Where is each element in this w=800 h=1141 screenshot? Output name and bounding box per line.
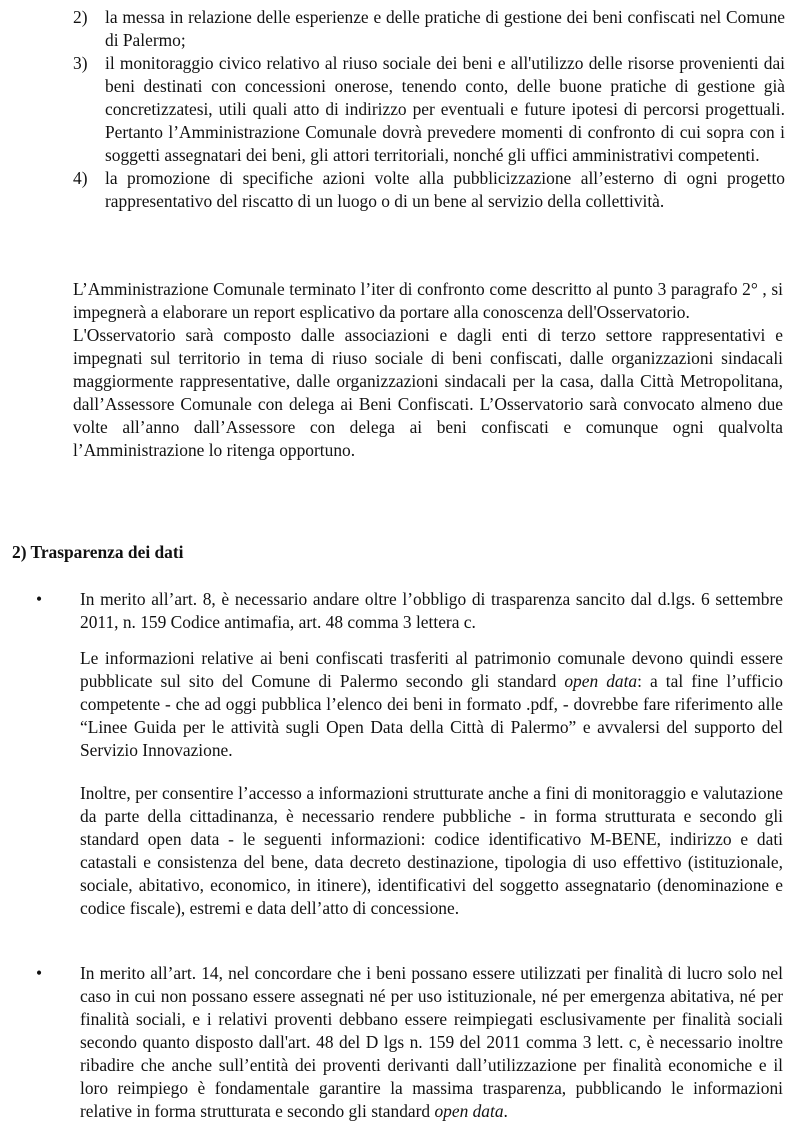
structured-info-paragraph: Inoltre, per consentire l’accesso a informazioni strutturate anche a fini di monitoraggio e valutazione da parte della cittadinanza, è necessario rendere pubbliche - in forma strutturata e secondo gli standard open data - le seguenti informazioni: codice identificativo M-BENE, indirizzo e dati catastali e consistenza del bene, data decreto destinazione, tipologia di uso effettivo (istituzionale, sociale, abitativo, economico, in itinere), identificativi del soggetto assegnatario (denominazione e codice fiscale), estremi e data dell’atto di concessione.: [80, 783, 783, 918]
italic-term: open data: [434, 1101, 504, 1121]
bullet-paragraph-art14: [80, 962, 783, 1123]
italic-term: open data: [564, 671, 638, 691]
bullet-marker: •: [36, 963, 43, 983]
text-run: In merito all’art. 14, nel concordare che i beni possano essere utilizzati per finalità di lucro solo nel caso in cui non possano essere assegnati né per uso istituzionale, né per emergenza abitativa, né per finalità sociali, e i relativi proventi debbano essere reimpiegati esclusivamente per finalità sociali secondo quanto disposto dall'art. 48 del D lgs n. 159 del 2011 comma 3 lett. c, è necessario inoltre ribadire che anche sull’entità dei proventi derivanti dall’utilizzazione per finalità economiche e il loro reimpiego è fondamentale garantire la massima trasparenza, pubblicando le informazioni relative in forma strutturata e secondo gli standard: [80, 963, 783, 1121]
list-item-text: la messa in relazione delle esperienze e delle pratiche di gestione dei beni confiscati nel Comune di Palermo;: [105, 7, 785, 50]
section-heading: 2) Trasparenza dei dati: [12, 542, 184, 562]
numbered-list: [73, 6, 785, 213]
bullet-marker: •: [36, 589, 43, 609]
list-item-number: 2): [73, 7, 88, 27]
list-item: [73, 52, 785, 167]
list-item-number: 4): [73, 168, 88, 188]
list-item-number: 3): [73, 53, 88, 73]
osservatorio-block: [73, 278, 783, 462]
list-item: [73, 167, 785, 213]
osservatorio-paragraph: L'Osservatorio sarà composto dalle associazioni e dagli enti di terzo settore rappresentativi e impegnati sul territorio in tema di riuso sociale di beni confiscati, dalle organizzazioni sindacali maggiormente rappresentative, dalle organizzazioni sindacali per la casa, dalla Città Metropolitana, dall’Assessore Comunale con delega ai Beni Confiscati. L’Osservatorio sarà convocato almeno due volte all’anno dall’Assessore con delega ai beni confiscati e comunque ogni qualvolta l’Amministrazione lo ritenga opportuno.: [73, 325, 783, 460]
bullet-paragraph-art8: In merito all’art. 8, è necessario andare oltre l’obbligo di trasparenza sancito dal d.lgs. 6 settembre 2011, n. 159 Codice antimafia, art. 48 comma 3 lettera c.: [80, 589, 783, 632]
report-paragraph: L’Amministrazione Comunale terminato l’iter di confronto come descritto al punto 3 paragrafo 2° , si impegnerà a elaborare un report esplicativo da portare alla conoscenza dell'Osservatorio.: [73, 279, 783, 322]
open-data-paragraph: [80, 647, 783, 762]
list-item-text: la promozione di specifiche azioni volte alla pubblicizzazione all’esterno di ogni progetto rappresentativo del riscatto di un luogo o di un bene al servizio della collettività.: [105, 168, 785, 211]
text-run: Le informazioni relative ai beni confiscati trasferiti al patrimonio comunale devono quindi essere pubblicate sul sito del Comune di Palermo secondo gli standard: [80, 648, 783, 691]
list-item-text: il monitoraggio civico relativo al riuso sociale dei beni e all'utilizzo delle risorse provenienti dai beni destinati con concessioni onerose, tenendo conto, delle buone pratiche di gestione già concretizzatesi, utili quali atto di indirizzo per eventuali e future ipotesi di percorsi progettuali. Pertanto l’Amministrazione Comunale dovrà prevedere momenti di confronto di cui sopra con i soggetti assegnatari dei beni, gli attori territoriali, nonché gli uffici amministrativi competenti.: [105, 53, 785, 165]
text-run: .: [503, 1101, 508, 1121]
text-run: : a tal fine l’ufficio competente - che ad oggi pubblica l’elenco dei beni in formato .pdf, - dovrebbe fare riferimento alle “Linee Guida per le attività sugli Open Data della Città di Palermo” e avvalersi del supporto del Servizio Innovazione.: [80, 671, 783, 760]
list-item: [73, 6, 785, 52]
